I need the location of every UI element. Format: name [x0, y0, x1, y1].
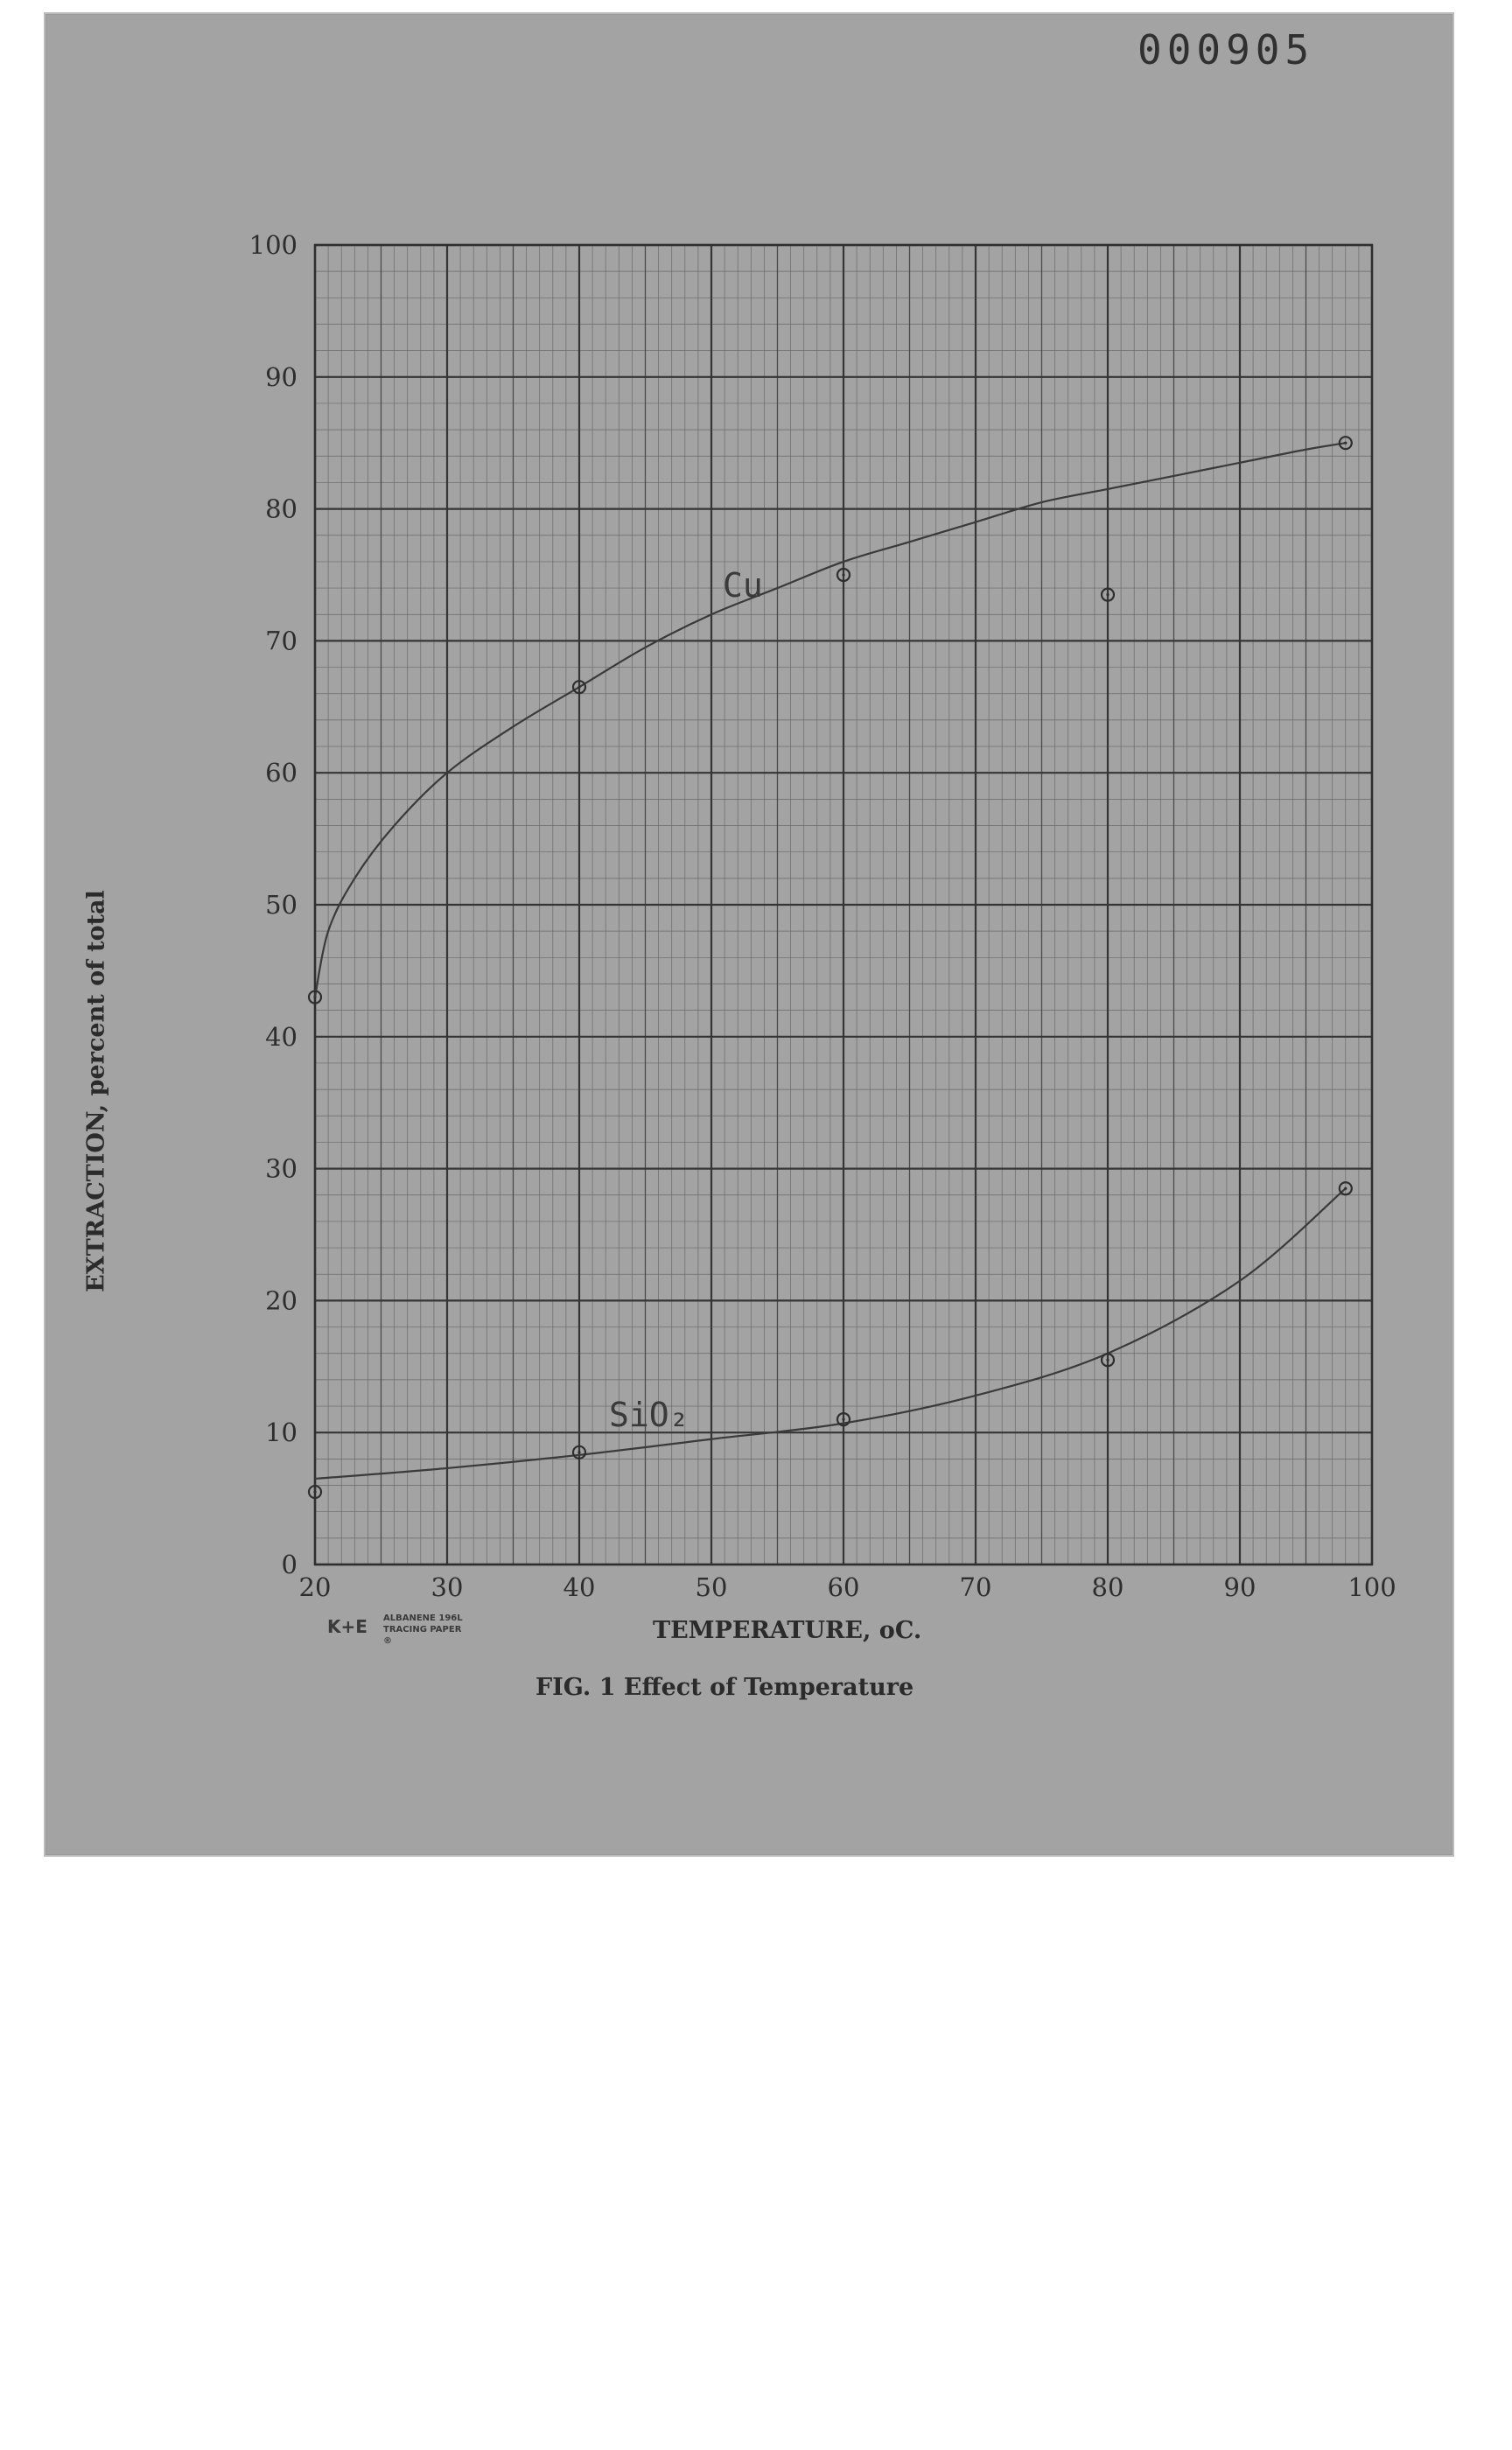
brand-line-2: TRACING PAPER [383, 1625, 462, 1634]
x-tick-label: 100 [1348, 1572, 1396, 1602]
y-tick-label: 80 [265, 494, 298, 524]
data-point-center-1 [578, 1451, 580, 1453]
data-point-center-1 [842, 1418, 844, 1421]
y-tick-label: 100 [248, 230, 298, 260]
y-tick-label: 60 [265, 758, 298, 788]
brand-line-3: ® [383, 1636, 392, 1646]
x-axis-label: TEMPERATURE, oC. [653, 1617, 922, 1644]
x-tick-label: 80 [1091, 1572, 1124, 1602]
y-tick-label: 70 [265, 626, 298, 656]
data-point-center-0 [1344, 442, 1347, 444]
data-point-center-0 [578, 686, 580, 689]
x-tick-label: 20 [298, 1572, 332, 1602]
x-tick-label: 60 [827, 1572, 860, 1602]
series-label-sio2: SiO₂ [609, 1396, 690, 1434]
data-point-center-0 [842, 573, 844, 576]
y-axis-ticks [249, 230, 298, 1579]
y-tick-label: 20 [265, 1285, 298, 1316]
y-axis-label: EXTRACTION, percent of total [82, 890, 110, 1292]
data-point-center-1 [1344, 1187, 1347, 1190]
data-point-center-0 [313, 996, 316, 998]
brand-line-1: ALBANENE 196L [383, 1614, 463, 1623]
data-point-center-1 [1106, 1359, 1109, 1362]
series-label-cu: Cu [723, 566, 763, 605]
x-tick-label: 70 [959, 1572, 992, 1602]
data-point-center-1 [313, 1490, 316, 1493]
x-tick-label: 30 [430, 1572, 464, 1602]
document-number-stamp: 000905 [1138, 26, 1315, 74]
brand-logo: K+E [327, 1616, 368, 1637]
x-axis-ticks [299, 1572, 1396, 1602]
x-tick-label: 40 [563, 1572, 596, 1602]
y-tick-label: 30 [265, 1153, 298, 1184]
figure-caption: FIG. 1 Effect of Temperature [536, 1674, 914, 1701]
data-point-center-0 [1106, 593, 1109, 596]
brand-paper-text [383, 1614, 463, 1648]
x-tick-label: 50 [695, 1572, 728, 1602]
y-tick-label: 50 [265, 890, 298, 920]
y-tick-label: 40 [265, 1021, 298, 1052]
y-tick-label: 90 [265, 361, 298, 392]
y-tick-label: 0 [281, 1550, 298, 1579]
x-tick-label: 90 [1223, 1572, 1256, 1602]
y-tick-label: 10 [265, 1418, 298, 1448]
